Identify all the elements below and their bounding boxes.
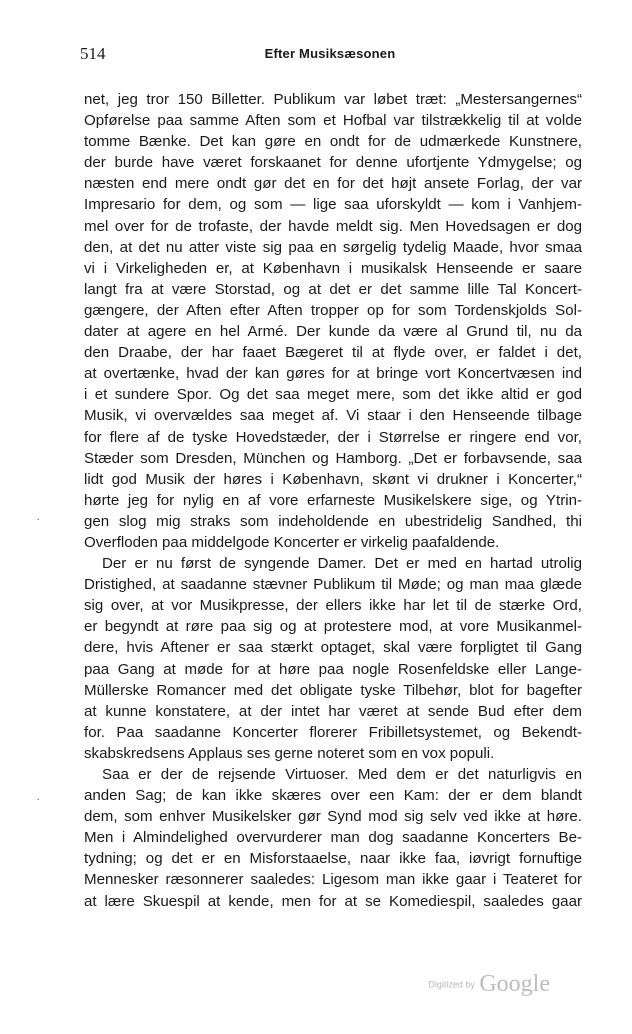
text-line: Müllerske Romancer med det obligate tyske Tilbehør, blot for bagefter — [84, 681, 582, 699]
text-line: Opførelse paa samme Aften som et Hofbal var tilstrækkelig til at volde — [84, 112, 582, 130]
page-number: 514 — [80, 44, 106, 63]
digitized-watermark — [428, 971, 550, 998]
text-line: Der er nu først de syngende Damer. Det er med en hartad utrolig — [102, 555, 582, 573]
text-line: Overfloden paa middelgode Koncerter er virkelig paafaldende. — [84, 533, 500, 551]
text-line: hørte jeg for nylig en af vore erfarneste Musikelskere sige, og Ytrin- — [84, 491, 582, 509]
text-line: den, at det nu atter viste sig paa en sørgelig tydelig Maade, hvor smaa — [84, 238, 582, 256]
text-line: gen slog mig straks som indeholdende en ubestridelig Sandhed, thi — [84, 512, 582, 530]
text-line: vi i Virkeligheden er, at København i musikalsk Henseende er saare — [84, 259, 582, 277]
text-line: paa Gang at møde for at høre paa nogle Rosenfeldske eller Lange- — [84, 660, 582, 678]
text-line: Mennesker ræsonnerer saaledes: Ligesom man ikke gaar i Teateret for — [84, 871, 582, 889]
text-line: for. Paa saadanne Koncerter florerer Fribilletsystemet, og Bekendt- — [84, 723, 582, 741]
paragraph-2 — [84, 553, 582, 764]
margin-mark: . — [37, 792, 40, 803]
text-line: Dristighed, at saadanne stævner Publikum til Møde; og man maa glæde — [84, 576, 582, 594]
text-line: dater at agere en hel Armé. Der kunde da være al Grund til, nu da — [84, 323, 582, 341]
text-line: lidt god Musik der høres i København, skønt vi drukner i Koncerter,“ — [84, 470, 582, 488]
google-logo: Google — [479, 971, 550, 997]
text-line: net, jeg tror 150 Billetter. Publikum var løbet træt: „Mestersangernes“ — [84, 91, 582, 108]
text-line: der burde have været forskaanet for denne ufortjente Ydmygelse; og — [84, 154, 582, 172]
watermark-prefix: Digitized by — [428, 979, 475, 990]
body-text — [84, 89, 582, 912]
text-line: tomme Bænke. Det kan gøre en ondt for de udmærkede Kunstnere, — [84, 133, 582, 151]
text-line: Stæder som Dresden, München og Hamborg. „Det er forbavsende, saa — [84, 449, 582, 467]
text-line: er begyndt at røre paa sig og at protestere mod, at vore Musikanmel- — [84, 618, 582, 636]
text-line: den Draabe, der har faaet Bægeret til at flyde over, er faldet i det, — [84, 344, 582, 362]
text-line: Men i Almindelighed overvurderer man dog saadanne Koncerters Be- — [84, 829, 582, 847]
text-line: anden Sag; de kan ikke skæres over een Kam: der er dem blandt — [84, 787, 582, 805]
text-line: skabskredsens Applaus ses gerne noteret som en vox populi. — [84, 744, 495, 762]
text-line: sig over, at vor Musikpresse, der ellers ikke har let til de stærke Ord, — [84, 597, 582, 615]
text-line: Musik, vi overvældes saa meget af. Vi staar i den Henseende tilbage — [84, 407, 582, 425]
text-line: mel over for de trofaste, der havde meldt sig. Men Hovedsagen er dog — [84, 217, 582, 235]
text-line: dere, hvis Aftener er saa stærkt optaget, skal være forpligtet til Gang — [84, 639, 582, 657]
text-line: for flere af de tyske Hovedstæder, der i Størrelse er ringere end vor, — [84, 428, 582, 446]
margin-mark: . — [37, 512, 40, 523]
text-line: at overtænke, hvad der kan gøres for at bringe vort Koncertvæsen ind — [84, 365, 582, 383]
paragraph-1 — [84, 89, 582, 553]
text-line: næsten end mere ondt gør det en for det højt ansete Forlag, der var — [84, 175, 582, 193]
text-line: tydning; og det er en Misforstaaelse, naar ikke faa, iøvrigt fornuftige — [84, 850, 582, 868]
text-line: langt fra at være Storstad, og at det er det samme lille Tal Koncert- — [84, 280, 582, 298]
text-line: gængere, der Aften efter Aften tropper op for som Tordenskjolds Sol- — [84, 301, 582, 319]
page-header — [80, 44, 580, 70]
text-line: at lære Skuespil at kende, men for at se Komediespil, saaledes gaar — [84, 892, 582, 910]
text-line: Saa er der de rejsende Virtuoser. Med dem er det naturligvis en — [102, 766, 582, 783]
text-line: Impresario for dem, og som — lige saa uforskyldt — kom i Vanhjem- — [84, 196, 582, 214]
text-line: i et sundere Spor. Og det saa meget mere, som det ikke altid er god — [84, 386, 582, 404]
paragraph-3 — [84, 764, 582, 912]
text-line: at kunne konstatere, at der intet har været at sende Bud efter dem — [84, 702, 582, 720]
text-line: dem, som enhver Musikelsker gør Synd mod sig selv ved ikke at høre. — [84, 808, 582, 826]
running-title: Efter Musiksæsonen — [264, 46, 396, 61]
